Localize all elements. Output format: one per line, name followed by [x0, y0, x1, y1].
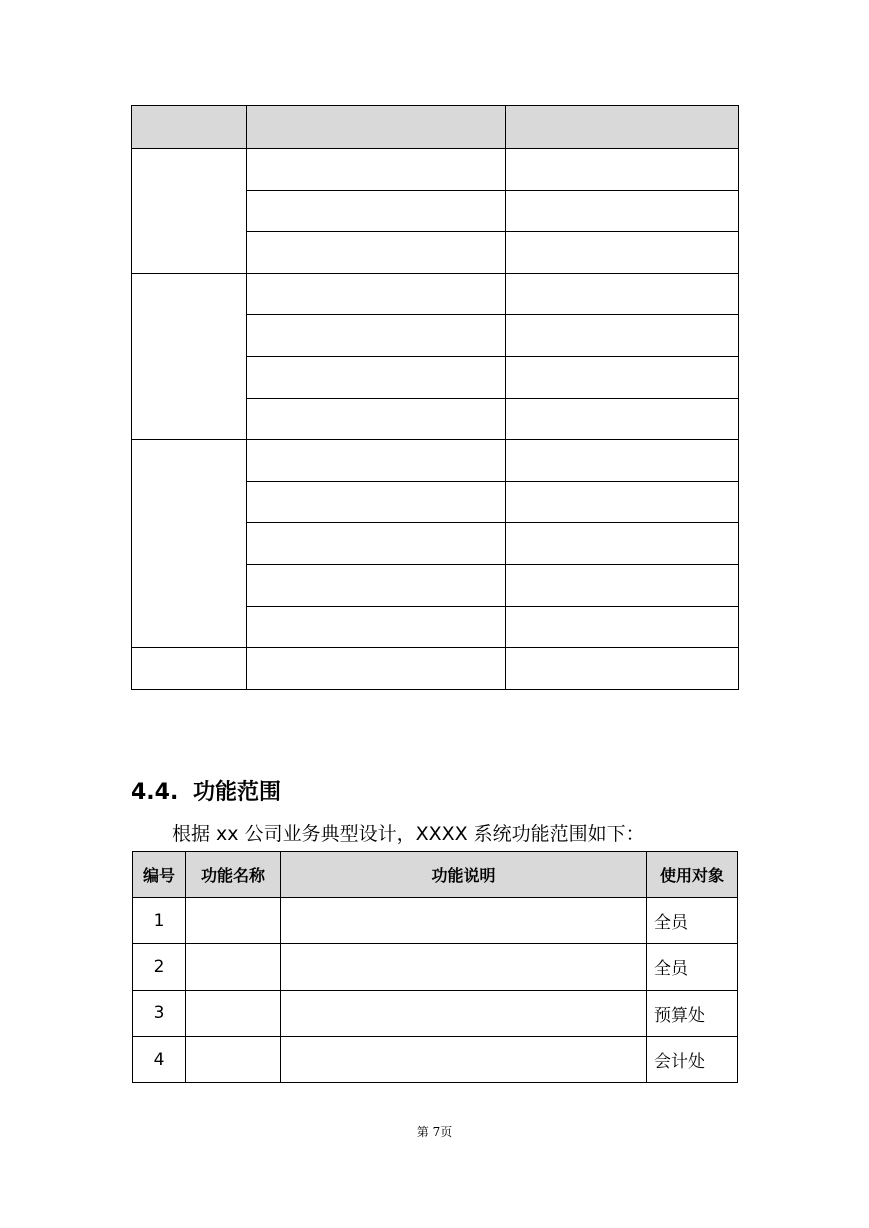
table-row [133, 990, 738, 1036]
group-cell [132, 648, 247, 690]
table-cell [247, 273, 506, 315]
row-user: 会计处 [647, 1036, 738, 1082]
table-cell [506, 356, 739, 398]
section-heading [131, 778, 281, 808]
table-row [132, 648, 739, 690]
table-cell [247, 232, 506, 274]
table-cell [247, 564, 506, 606]
table-cell [506, 481, 739, 523]
intro-paragraph: 根据 xx 公司业务典型设计，XXXX 系统功能范围如下： [172, 823, 645, 845]
row-user: 预算处 [647, 990, 738, 1036]
header-user: 使用对象 [647, 852, 738, 898]
table-cell [506, 398, 739, 440]
table-row [132, 440, 739, 482]
section-number: 4.4. [131, 780, 179, 805]
table-cell [247, 481, 506, 523]
table-cell [247, 606, 506, 648]
table-cell [247, 315, 506, 357]
row-function-name [186, 898, 281, 944]
table-row [133, 1036, 738, 1082]
header-cell [132, 106, 247, 149]
row-no: 4 [133, 1036, 186, 1082]
row-function-desc [281, 1036, 647, 1082]
table-header-row [132, 106, 739, 149]
table-cell [506, 440, 739, 482]
header-function-name: 功能名称 [186, 852, 281, 898]
table-cell [506, 273, 739, 315]
table-row [132, 273, 739, 315]
table-cell [506, 523, 739, 565]
section-title: 功能范围 [193, 780, 282, 805]
table-cell [506, 190, 739, 232]
table-row [132, 149, 739, 191]
group-cell [132, 440, 247, 648]
table-cell [506, 315, 739, 357]
table-cell [247, 398, 506, 440]
row-function-name [186, 1036, 281, 1082]
table-header-row [133, 852, 738, 898]
row-function-name [186, 990, 281, 1036]
table-cell [506, 648, 739, 690]
header-no: 编号 [133, 852, 186, 898]
group-cell [132, 273, 247, 439]
table-cell [506, 232, 739, 274]
row-function-desc [281, 944, 647, 990]
table-row [133, 898, 738, 944]
page-number-footer: 第 7页 [416, 1125, 453, 1139]
table-cell [506, 564, 739, 606]
table-cell [247, 523, 506, 565]
row-function-desc [281, 898, 647, 944]
row-function-name [186, 944, 281, 990]
function-scope-table [132, 851, 738, 1083]
row-no: 2 [133, 944, 186, 990]
table-row [133, 944, 738, 990]
header-cell [506, 106, 739, 149]
group-cell [132, 149, 247, 274]
table-cell [247, 440, 506, 482]
header-cell [247, 106, 506, 149]
table-cell [247, 149, 506, 191]
row-function-desc [281, 990, 647, 1036]
header-function-desc: 功能说明 [281, 852, 647, 898]
row-user: 全员 [647, 898, 738, 944]
row-no: 3 [133, 990, 186, 1036]
table-cell [506, 606, 739, 648]
row-user: 全员 [647, 944, 738, 990]
top-empty-table [131, 105, 739, 690]
table-cell [247, 356, 506, 398]
table-cell [247, 648, 506, 690]
table-cell [506, 149, 739, 191]
row-no: 1 [133, 898, 186, 944]
table-cell [247, 190, 506, 232]
